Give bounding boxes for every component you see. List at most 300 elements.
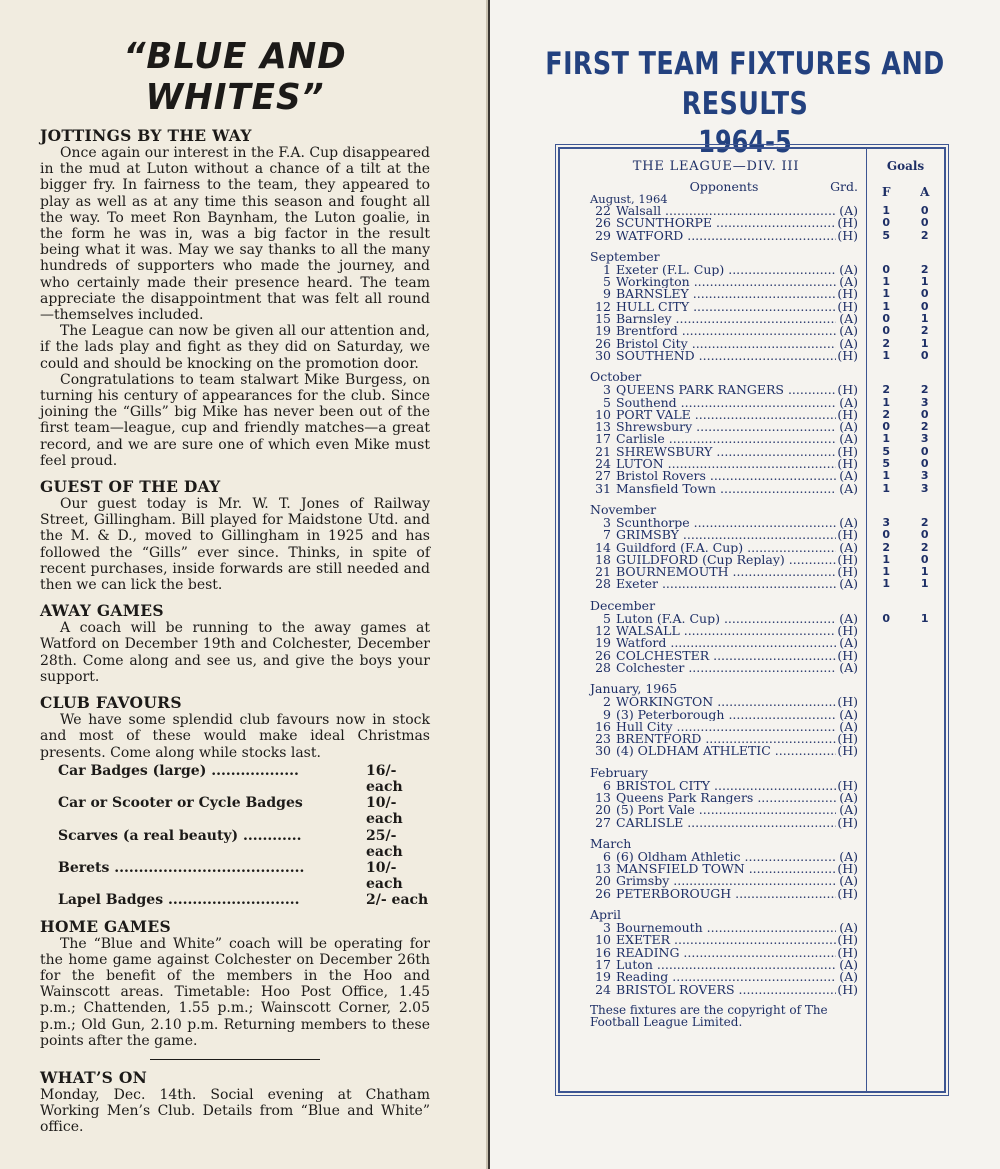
fixture-ground: (A) bbox=[839, 539, 858, 555]
fixture-opponent: Brentford ..... bbox=[616, 325, 836, 337]
fixture-row bbox=[590, 625, 858, 637]
fixture-date: 6 bbox=[603, 848, 611, 864]
goals-for: 0 bbox=[882, 312, 891, 326]
fixture-ground: (H) bbox=[837, 215, 858, 231]
fixture-opponent: BOURNEMOUTH ..... bbox=[616, 566, 836, 578]
fixture-date: 13 bbox=[595, 861, 611, 877]
fixture-row bbox=[590, 647, 858, 663]
fixture-row bbox=[590, 480, 858, 496]
fixture-ground: (A) bbox=[839, 261, 858, 277]
goals-for: 1 bbox=[882, 432, 891, 446]
fixture-ground: (H) bbox=[837, 298, 858, 314]
fixture-row bbox=[590, 298, 858, 314]
fixture-date: 27 bbox=[595, 468, 611, 484]
fixture-opponent: SOUTHEND ..... bbox=[616, 350, 836, 362]
fixture-date: 30 bbox=[595, 743, 611, 759]
fixture-row bbox=[590, 804, 858, 816]
goals-against: 1 bbox=[920, 611, 929, 625]
fixture-date: 23 bbox=[595, 731, 611, 747]
fixture-opponent: Colchester ..... bbox=[616, 662, 836, 674]
fixture-opponent: WALSALL ..... bbox=[616, 625, 836, 637]
fixture-date: 26 bbox=[595, 335, 611, 351]
favour-price: 10/- each bbox=[366, 795, 403, 828]
fixture-opponent: SHREWSBURY ..... bbox=[616, 446, 836, 458]
fixture-date: 24 bbox=[595, 456, 611, 472]
fixture-date: 29 bbox=[595, 227, 611, 243]
fixture-opponent: Reading ..... bbox=[616, 971, 836, 983]
fixture-date: 16 bbox=[595, 718, 611, 734]
goals-against: 3 bbox=[920, 481, 929, 495]
fixture-opponent: Bristol Rovers ..... bbox=[616, 470, 836, 482]
fixture-ground: (H) bbox=[837, 861, 858, 877]
fixture-date: 7 bbox=[603, 527, 611, 543]
goals-against: 2 bbox=[920, 420, 929, 434]
fixture-opponent: Barnsley ..... bbox=[616, 313, 836, 325]
fixture-row bbox=[590, 745, 858, 757]
goals-for: 2 bbox=[882, 383, 891, 397]
paragraph: The League can now be given all our attention and, if the lads play and fight as they did on Saturday, we could and should be knocking on the promotion door. bbox=[40, 323, 430, 372]
goals-against: 3 bbox=[920, 469, 929, 483]
goals-row bbox=[867, 338, 944, 350]
fixture-date: 5 bbox=[603, 610, 611, 626]
fixture-ground: (A) bbox=[839, 274, 858, 290]
fixture-opponent: (4) OLDHAM ATHLETIC ..... bbox=[616, 745, 836, 757]
fixture-opponent: Hull City ..... bbox=[616, 721, 836, 733]
fixture-opponent: WORKINGTON ..... bbox=[616, 696, 836, 708]
fixture-date: 17 bbox=[595, 956, 611, 972]
goals-row bbox=[867, 264, 944, 276]
goals-against: 0 bbox=[920, 287, 929, 301]
fixture-opponent: Luton ..... bbox=[616, 959, 836, 971]
league-heading: THE LEAGUE—DIV. III bbox=[632, 159, 800, 174]
fixture-ground: (A) bbox=[839, 480, 858, 496]
goals-row bbox=[867, 421, 944, 433]
section-club-favours bbox=[40, 693, 430, 908]
goals-for: 1 bbox=[882, 565, 891, 579]
goals-for: 1 bbox=[882, 469, 891, 483]
fixture-row bbox=[590, 394, 858, 410]
favour-item: Lapel Badges ........................... bbox=[58, 892, 300, 909]
goals-for: 1 bbox=[882, 577, 891, 591]
fixture-row bbox=[590, 814, 858, 830]
fixture-row bbox=[590, 551, 858, 567]
fixture-row bbox=[590, 529, 858, 541]
fixture-opponent: Bournemouth ..... bbox=[616, 922, 836, 934]
fixture-ground: (A) bbox=[839, 311, 858, 327]
fixture-opponent: (5) Port Vale ..... bbox=[616, 804, 836, 816]
fixture-date: 21 bbox=[595, 564, 611, 580]
fixture-opponent: Shrewsbury ..... bbox=[616, 421, 836, 433]
fixtures-list bbox=[560, 149, 867, 1091]
fixture-row bbox=[590, 566, 858, 578]
goals-against: 1 bbox=[920, 275, 929, 289]
section-heading: HOME GAMES bbox=[40, 916, 171, 936]
favour-price: 25/- each bbox=[366, 827, 403, 860]
fixture-date: 10 bbox=[595, 932, 611, 948]
goals-row bbox=[867, 554, 944, 566]
goals-for: 0 bbox=[882, 611, 891, 625]
fixture-date: 18 bbox=[595, 551, 611, 567]
goals-row bbox=[867, 613, 944, 625]
goals-row bbox=[867, 517, 944, 529]
goals-row bbox=[867, 566, 944, 578]
month-heading: November bbox=[590, 501, 657, 517]
fixture-date: 24 bbox=[595, 981, 611, 997]
goals-row bbox=[867, 350, 944, 362]
fixture-row bbox=[590, 706, 858, 722]
fixture-opponent: MANSFIELD TOWN ..... bbox=[616, 863, 836, 875]
goals-for: 0 bbox=[882, 216, 891, 230]
goals-row bbox=[867, 470, 944, 482]
goals-against: 2 bbox=[920, 383, 929, 397]
paragraph: Our guest today is Mr. W. T. Jones of Railway Street, Gillingham. Bill played for Maidstone Utd. and the M. & D., moved to Gillingham in 1925 and has followed the “Gills” ever since. Thinks, in spite of recent purchases, inside forwards are still needed and then we can lick the best. bbox=[40, 496, 430, 594]
fixture-opponent: Scunthorpe ..... bbox=[616, 517, 836, 529]
fixture-ground: (A) bbox=[839, 956, 858, 972]
goals-for: 5 bbox=[882, 444, 891, 458]
fixture-opponent: BRENTFORD ..... bbox=[616, 733, 836, 745]
fixture-date: 6 bbox=[603, 777, 611, 793]
fixture-date: 19 bbox=[595, 635, 611, 651]
fixture-opponent: WATFORD ..... bbox=[616, 230, 836, 242]
for-against-header bbox=[867, 185, 944, 199]
fixture-row bbox=[590, 981, 858, 997]
fixture-row bbox=[590, 956, 858, 972]
goals-row bbox=[867, 458, 944, 470]
goals-row bbox=[867, 384, 944, 396]
month-heading: January, 1965 bbox=[590, 681, 678, 697]
fixture-row bbox=[590, 325, 858, 337]
paragraph: The “Blue and White” coach will be operating for the home game against Colchester on December 26th for the benefit of the members in the Hoo and Wainscott areas. Timetable: Hoo Post Office, 1.45 p.m.; Chattenden, 1.55 p.m.; Wainscott Corner, 2.05 p.m.; Old Gun, 2.10 p.m. Returning members to these points after the game. bbox=[40, 935, 430, 1049]
goals-against: 2 bbox=[920, 324, 929, 338]
fixture-date: 5 bbox=[603, 394, 611, 410]
fixture-row bbox=[590, 458, 858, 470]
month-heading: December bbox=[590, 597, 656, 613]
fixture-row bbox=[590, 875, 858, 887]
goals-row bbox=[867, 542, 944, 554]
fixture-opponent: READING ..... bbox=[616, 947, 836, 959]
paragraph: A coach will be running to the away games at Watford on December 19th and Colchester, December 28th. Come along and see us, and give the boys your support. bbox=[40, 620, 430, 685]
fixture-opponent: Mansfield Town ..... bbox=[616, 483, 836, 495]
fixture-row bbox=[590, 384, 858, 396]
fixture-row bbox=[590, 934, 858, 946]
favours-price-list bbox=[58, 763, 430, 909]
section-heading: GUEST OF THE DAY bbox=[40, 477, 221, 497]
goals-row bbox=[867, 217, 944, 229]
fixture-ground: (A) bbox=[839, 659, 858, 675]
for-header: F bbox=[881, 185, 891, 199]
fixture-date: 3 bbox=[603, 382, 611, 398]
fixture-row bbox=[590, 514, 858, 530]
goals-against: 0 bbox=[920, 216, 929, 230]
goals-for: 1 bbox=[882, 395, 891, 409]
goals-against: 0 bbox=[920, 204, 929, 217]
favour-item: Car or Scooter or Cycle Badges bbox=[58, 795, 303, 812]
goals-for: 2 bbox=[882, 336, 891, 350]
left-page bbox=[0, 0, 488, 1169]
fixture-row bbox=[590, 217, 858, 229]
fixture-row bbox=[590, 789, 858, 805]
month-heading: April bbox=[590, 907, 621, 923]
fixture-opponent: BARNSLEY ..... bbox=[616, 288, 836, 300]
goals-row bbox=[867, 313, 944, 325]
fixture-ground: (H) bbox=[837, 382, 858, 398]
section-heading: CLUB FAVOURS bbox=[40, 693, 182, 713]
month-heading: October bbox=[590, 369, 642, 385]
fixture-ground: (H) bbox=[837, 623, 858, 639]
goals-against: 1 bbox=[920, 565, 929, 579]
fixture-opponent: BRISTOL ROVERS ..... bbox=[616, 984, 836, 996]
goals-row bbox=[867, 325, 944, 337]
goals-row bbox=[867, 433, 944, 445]
fixture-row bbox=[590, 433, 858, 445]
fixture-opponent: GUILDFORD (Cup Replay) ..... bbox=[616, 554, 836, 566]
fixture-row bbox=[590, 944, 858, 960]
fixture-opponent: Walsall ..... bbox=[616, 205, 836, 217]
goals-header: Goals bbox=[886, 159, 925, 173]
fixture-date: 22 bbox=[595, 203, 611, 218]
goals-row bbox=[867, 529, 944, 541]
ground-header: Grd. bbox=[830, 179, 858, 194]
fixture-date: 20 bbox=[595, 802, 611, 818]
paragraph: We have some splendid club favours now in stock and most of these would make ideal Christmas presents. Come along while stocks last. bbox=[40, 712, 430, 761]
goals-row bbox=[867, 409, 944, 421]
fixture-ground: (A) bbox=[839, 394, 858, 410]
fixture-date: 12 bbox=[595, 298, 611, 314]
favour-price: 10/- each bbox=[366, 859, 403, 893]
section-heading: AWAY GAMES bbox=[40, 601, 164, 621]
goals-column bbox=[867, 149, 944, 1091]
fixture-date: 30 bbox=[595, 347, 611, 363]
fixture-row bbox=[590, 470, 858, 482]
fixture-row bbox=[590, 421, 858, 433]
goals-against: 3 bbox=[920, 395, 929, 409]
goals-for: 1 bbox=[882, 552, 891, 566]
fixture-ground: (A) bbox=[839, 323, 858, 339]
month-heading: September bbox=[590, 248, 660, 264]
paragraph: Congratulations to team stalwart Mike Burgess, on turning his century of appearances for the club. Since joining the “Gills” big Mike has never been out of the first team—league, cup and friendly matches—a great record, and we are sure one of which even Mike must feel proud. bbox=[40, 371, 430, 469]
fixture-ground: (H) bbox=[837, 527, 858, 543]
goals-for: 1 bbox=[882, 481, 891, 495]
fixture-ground: (H) bbox=[837, 456, 858, 472]
fixture-row bbox=[590, 863, 858, 875]
goals-against: 2 bbox=[920, 515, 929, 529]
fixture-row bbox=[590, 406, 858, 422]
fixture-opponent: LUTON ..... bbox=[616, 458, 836, 470]
goals-row bbox=[867, 205, 944, 217]
goals-for: 5 bbox=[882, 457, 891, 471]
goals-for: 0 bbox=[882, 262, 891, 276]
fixture-date: 26 bbox=[595, 647, 611, 663]
fixture-ground: (A) bbox=[839, 873, 858, 889]
goals-for: 0 bbox=[882, 324, 891, 338]
fixture-opponent: Exeter ..... bbox=[616, 578, 836, 590]
fixture-row bbox=[590, 288, 858, 300]
goals-row bbox=[867, 301, 944, 313]
goals-row bbox=[867, 397, 944, 409]
goals-row bbox=[867, 446, 944, 458]
fixture-ground: (A) bbox=[839, 848, 858, 864]
goals-row bbox=[867, 578, 944, 590]
favour-row bbox=[58, 795, 430, 827]
goals-for: 1 bbox=[882, 299, 891, 313]
copyright-note: These fixtures are the copyright of The Football League Limited. bbox=[590, 1002, 828, 1029]
fixture-ground: (A) bbox=[839, 419, 858, 435]
fixture-ground: (A) bbox=[839, 610, 858, 626]
fixture-date: 13 bbox=[595, 789, 611, 805]
fixture-date: 12 bbox=[595, 623, 611, 639]
fixture-ground: (H) bbox=[837, 777, 858, 793]
fixture-ground: (A) bbox=[839, 718, 858, 734]
fixture-date: 21 bbox=[595, 443, 611, 459]
fixture-date: 17 bbox=[595, 431, 611, 447]
fixture-opponent: (6) Oldham Athletic ..... bbox=[616, 851, 836, 863]
fixture-row bbox=[590, 971, 858, 983]
fixture-row bbox=[590, 205, 858, 217]
fixture-ground: (A) bbox=[839, 789, 858, 805]
goals-against: 0 bbox=[920, 528, 929, 542]
fixture-ground: (A) bbox=[839, 335, 858, 351]
fixture-ground: (A) bbox=[839, 514, 858, 530]
fixture-ground: (H) bbox=[837, 731, 858, 747]
goals-against: 0 bbox=[920, 552, 929, 566]
goals-row bbox=[867, 276, 944, 288]
fixture-ground: (H) bbox=[837, 932, 858, 948]
fixture-date: 2 bbox=[603, 694, 611, 710]
fixture-ground: (H) bbox=[837, 286, 858, 302]
goals-against: 0 bbox=[920, 407, 929, 421]
fixtures-table bbox=[558, 147, 946, 1093]
goals-for: 2 bbox=[882, 407, 891, 421]
fixture-opponent: Bristol City ..... bbox=[616, 338, 836, 350]
month-heading: August, 1964 bbox=[590, 192, 668, 206]
fixture-opponent: QUEENS PARK RANGERS ..... bbox=[616, 384, 836, 396]
fixture-opponent: Grimsby ..... bbox=[616, 875, 836, 887]
section-away-games bbox=[40, 601, 430, 685]
section-guest bbox=[40, 477, 430, 593]
fixture-ground: (H) bbox=[837, 564, 858, 580]
fixture-ground: (H) bbox=[837, 981, 858, 997]
favour-price: 2/- each bbox=[366, 892, 429, 909]
goals-against: 3 bbox=[920, 432, 929, 446]
fixture-opponent: Workington ..... bbox=[616, 276, 836, 288]
fixture-opponent: EXETER ..... bbox=[616, 934, 836, 946]
goals-against: 1 bbox=[920, 312, 929, 326]
fixture-row bbox=[590, 922, 858, 934]
fixture-date: 20 bbox=[595, 873, 611, 889]
fixture-ground: (A) bbox=[839, 203, 858, 218]
fixture-ground: (H) bbox=[837, 647, 858, 663]
fixture-opponent: (3) Peterborough ..... bbox=[616, 709, 836, 721]
fixture-date: 19 bbox=[595, 323, 611, 339]
goals-for: 5 bbox=[882, 228, 891, 242]
goals-row bbox=[867, 288, 944, 300]
fixture-ground: (H) bbox=[837, 347, 858, 363]
goals-for: 3 bbox=[882, 515, 891, 529]
fixture-ground: (H) bbox=[837, 743, 858, 759]
goals-for: 1 bbox=[882, 275, 891, 289]
fixture-row bbox=[590, 261, 858, 277]
fixture-ground: (H) bbox=[837, 694, 858, 710]
fixture-row bbox=[590, 335, 858, 351]
fixture-date: 26 bbox=[595, 885, 611, 901]
fixture-date: 27 bbox=[595, 814, 611, 830]
fixture-date: 28 bbox=[595, 659, 611, 675]
fixture-row bbox=[590, 313, 858, 325]
favour-price: 16/- each bbox=[366, 762, 403, 795]
fixture-row bbox=[590, 539, 858, 555]
section-whats-on bbox=[40, 1068, 430, 1136]
fixture-date: 26 bbox=[595, 215, 611, 231]
fixture-date: 28 bbox=[595, 576, 611, 592]
fixture-row bbox=[590, 276, 858, 288]
goals-for: 1 bbox=[882, 204, 891, 217]
divider-rule bbox=[150, 1059, 320, 1060]
goals-against: 1 bbox=[920, 336, 929, 350]
favour-item: Berets ....................................... bbox=[58, 859, 305, 876]
fixture-ground: (H) bbox=[837, 551, 858, 567]
favour-item: Car Badges (large) .................. bbox=[58, 762, 299, 779]
fixture-ground: (A) bbox=[839, 635, 858, 651]
fixture-opponent: Watford ..... bbox=[616, 637, 836, 649]
fixture-date: 5 bbox=[603, 274, 611, 290]
goals-for: 0 bbox=[882, 528, 891, 542]
goals-for: 1 bbox=[882, 348, 891, 362]
fixture-opponent: GRIMSBY ..... bbox=[616, 529, 836, 541]
fixture-opponent: Guildford (F.A. Cup) ..... bbox=[616, 542, 836, 554]
fixture-opponent: Luton (F.A. Cup) ..... bbox=[616, 613, 836, 625]
fixture-opponent: PETERBOROUGH ..... bbox=[616, 888, 836, 900]
fixture-ground: (A) bbox=[839, 706, 858, 722]
page-title: “BLUE AND WHITES” bbox=[123, 36, 347, 118]
fixture-ground: (A) bbox=[839, 920, 858, 936]
right-page bbox=[490, 0, 1000, 1169]
against-header: A bbox=[920, 185, 930, 199]
fixture-date: 15 bbox=[595, 311, 611, 327]
section-jottings bbox=[40, 126, 430, 469]
goals-against: 0 bbox=[920, 299, 929, 313]
favour-row bbox=[58, 860, 430, 892]
fixtures-body bbox=[590, 193, 858, 996]
fixture-opponent: Southend ..... bbox=[616, 397, 836, 409]
section-heading: JOTTINGS BY THE WAY bbox=[40, 126, 252, 145]
fixture-row bbox=[590, 733, 858, 745]
fixture-row bbox=[590, 848, 858, 864]
fixture-row bbox=[590, 610, 858, 626]
fixture-row bbox=[590, 347, 858, 363]
goals-row bbox=[867, 483, 944, 495]
goals-against: 1 bbox=[920, 577, 929, 591]
goals-against: 0 bbox=[920, 348, 929, 362]
goals-against: 2 bbox=[920, 540, 929, 554]
fixture-ground: (H) bbox=[837, 406, 858, 422]
fixtures-title: FIRST TEAM FIXTURES AND RESULTS bbox=[545, 46, 945, 122]
month-heading: March bbox=[590, 835, 632, 851]
goals-row bbox=[867, 230, 944, 242]
fixture-date: 1 bbox=[603, 261, 611, 277]
favour-row bbox=[58, 763, 430, 795]
fixture-row bbox=[590, 443, 858, 459]
fixture-date: 3 bbox=[603, 514, 611, 530]
fixture-ground: (H) bbox=[837, 814, 858, 830]
fixture-date: 13 bbox=[595, 419, 611, 435]
fixture-opponent: Carlisle ..... bbox=[616, 433, 836, 445]
fixture-ground: (H) bbox=[837, 944, 858, 960]
fixture-row bbox=[590, 659, 858, 675]
section-home-games bbox=[40, 917, 430, 1049]
goals-against: 0 bbox=[920, 444, 929, 458]
season-label: 1964-5 bbox=[698, 125, 792, 160]
favour-row bbox=[58, 828, 430, 860]
